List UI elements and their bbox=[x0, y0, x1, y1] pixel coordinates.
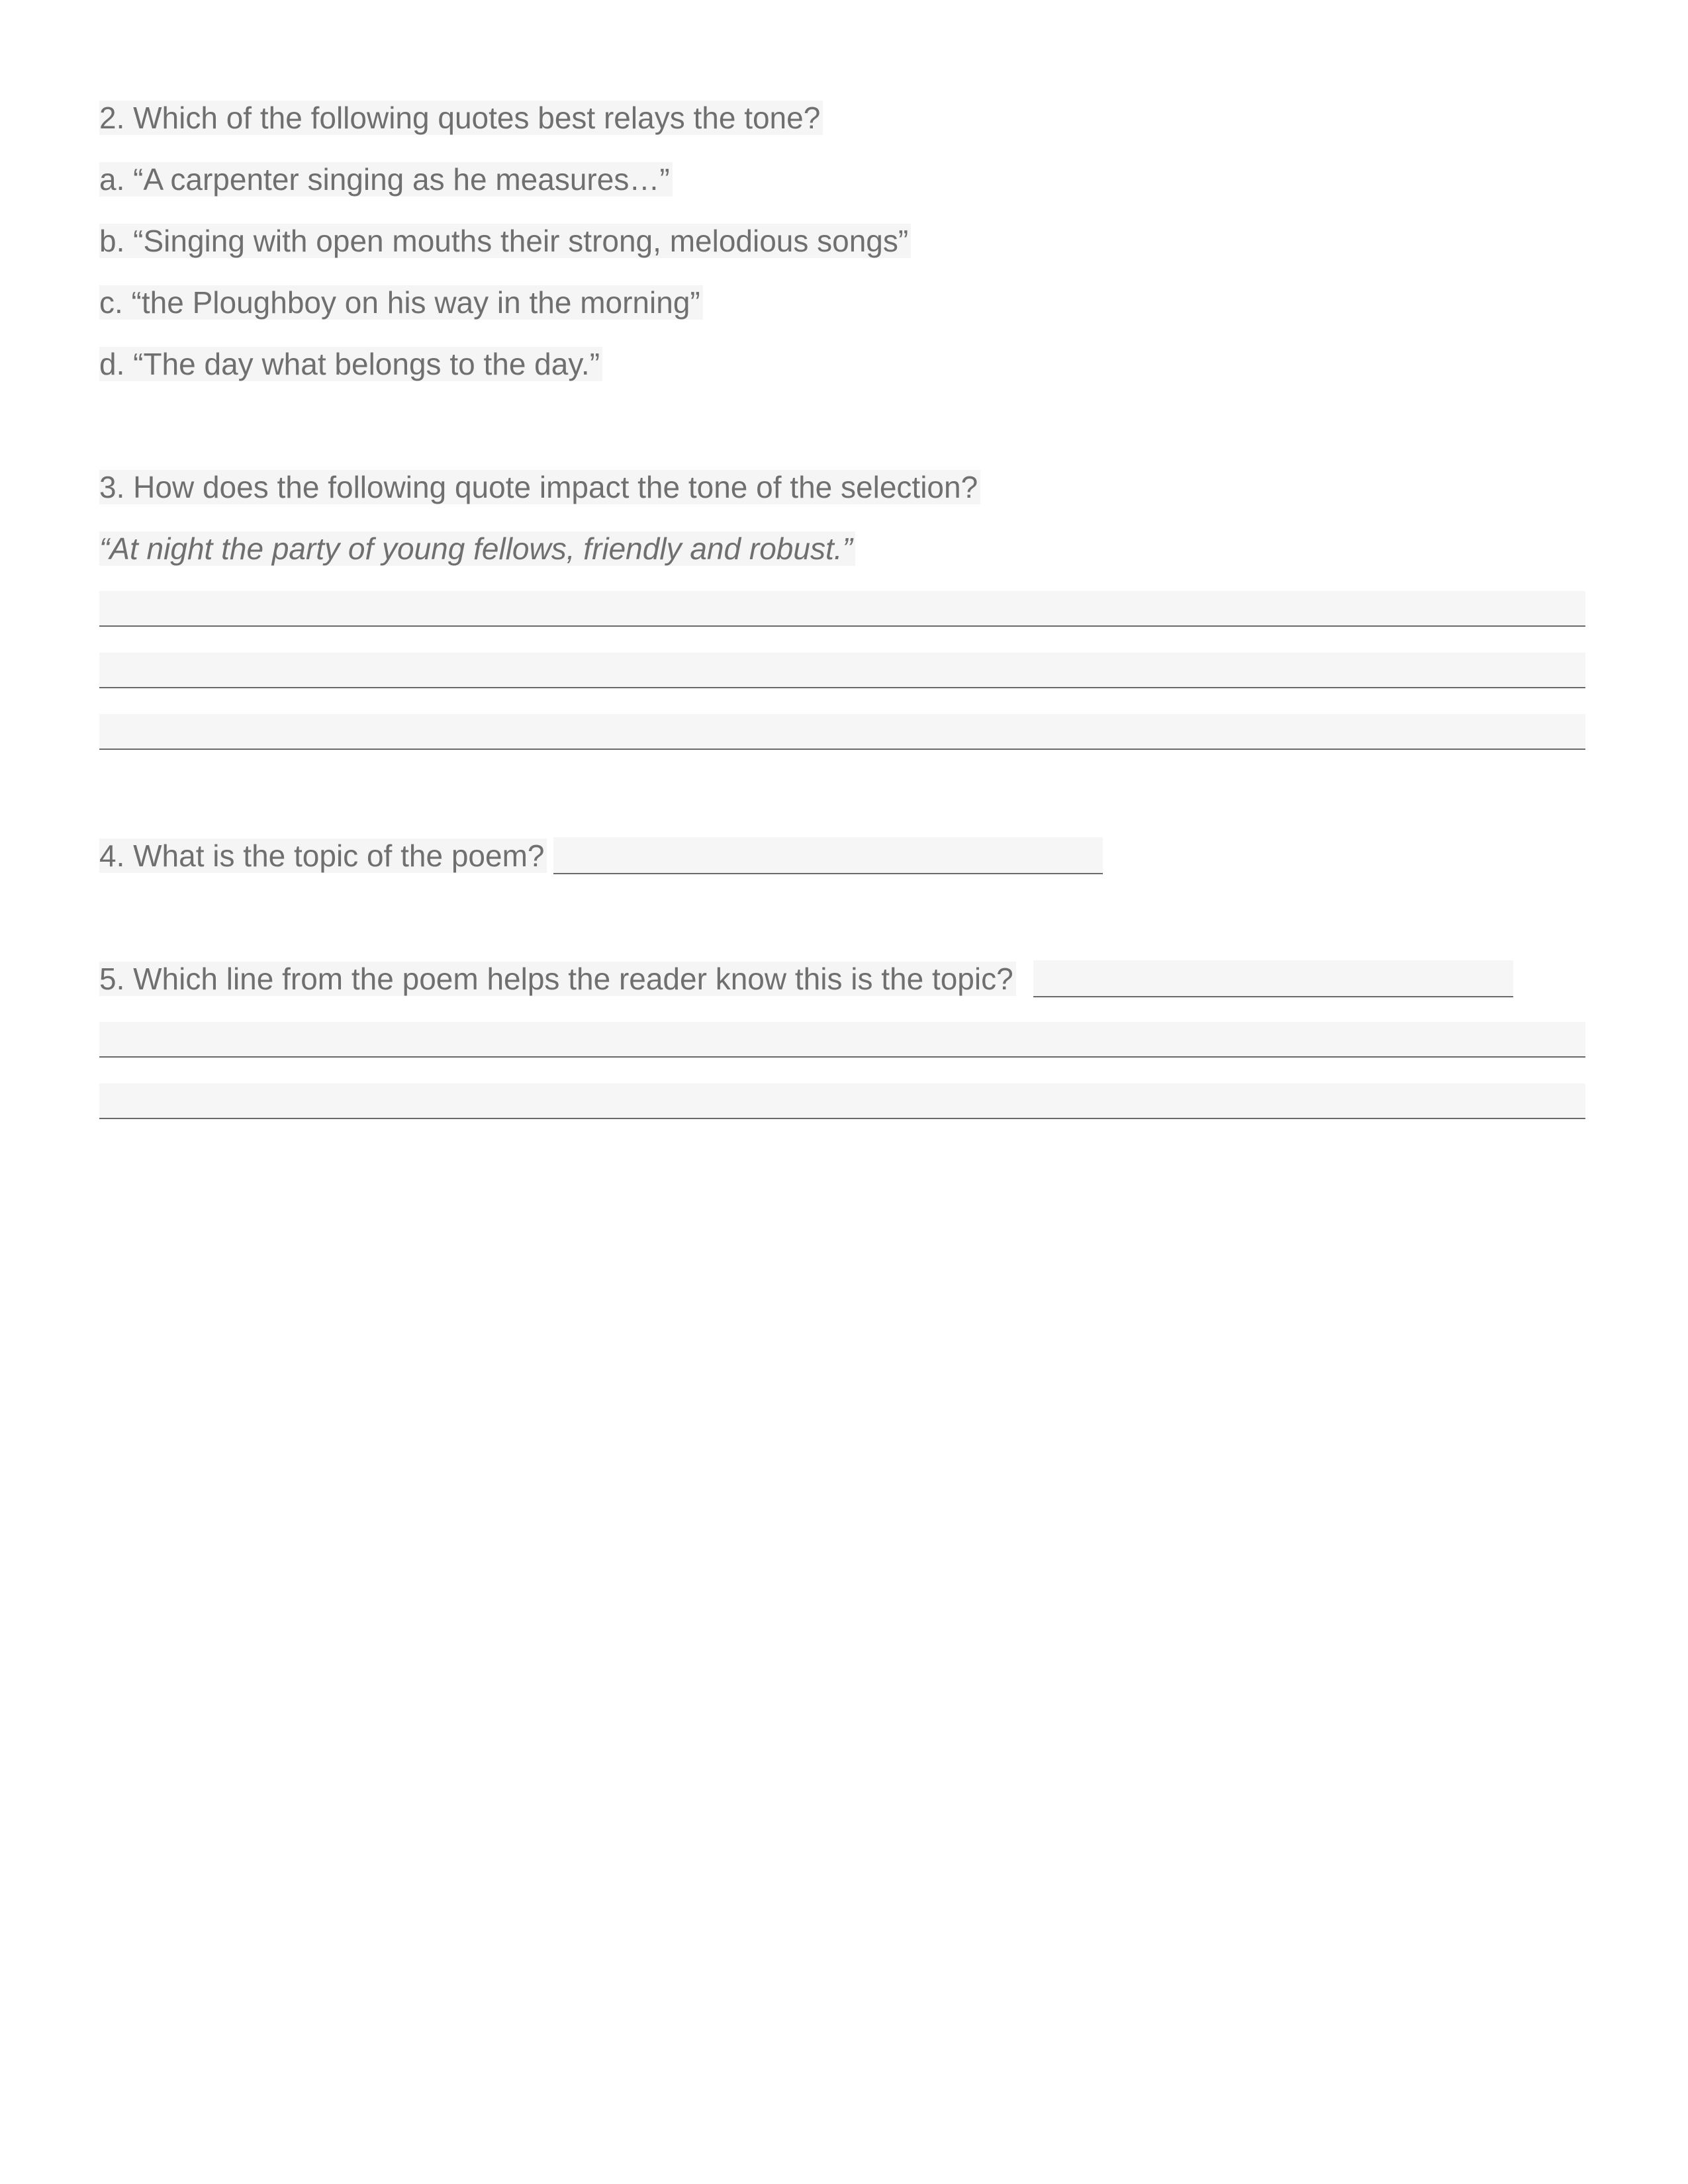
question-3-quote-text: “At night the party of young fellows, friendly and robust.” bbox=[99, 531, 855, 566]
question-2-option-b bbox=[99, 222, 911, 259]
option-b-text: b. “Singing with open mouths their strong, melodious songs” bbox=[99, 224, 911, 258]
question-3-answer-line-2[interactable] bbox=[99, 653, 1585, 688]
question-5 bbox=[99, 960, 1513, 997]
option-a-text: a. “A carpenter singing as he measures…” bbox=[99, 162, 673, 197]
question-5-text: 5. Which line from the poem helps the reader know this is the topic? bbox=[99, 962, 1016, 996]
question-3-quote bbox=[99, 530, 855, 567]
question-5-answer-blank-inline[interactable] bbox=[1033, 960, 1513, 997]
question-2-option-a bbox=[99, 161, 673, 198]
question-4-text: 4. What is the topic of the poem? bbox=[99, 839, 547, 873]
question-3 bbox=[99, 469, 980, 506]
question-2-option-d bbox=[99, 345, 602, 383]
option-c-text: c. “the Ploughboy on his way in the morning” bbox=[99, 285, 703, 320]
question-5-answer-line-2[interactable] bbox=[99, 1083, 1585, 1119]
question-2 bbox=[99, 99, 823, 136]
option-d-text: d. “The day what belongs to the day.” bbox=[99, 347, 602, 381]
question-3-answer-line-3[interactable] bbox=[99, 714, 1585, 750]
question-2-option-c bbox=[99, 284, 703, 321]
question-3-text: 3. How does the following quote impact the tone of the selection? bbox=[99, 470, 980, 504]
question-3-answer-line-1[interactable] bbox=[99, 591, 1585, 627]
question-4-answer-blank[interactable] bbox=[553, 837, 1103, 874]
question-2-text: 2. Which of the following quotes best relays the tone? bbox=[99, 101, 823, 135]
question-5-answer-line-1[interactable] bbox=[99, 1022, 1585, 1058]
question-4 bbox=[99, 837, 1103, 874]
